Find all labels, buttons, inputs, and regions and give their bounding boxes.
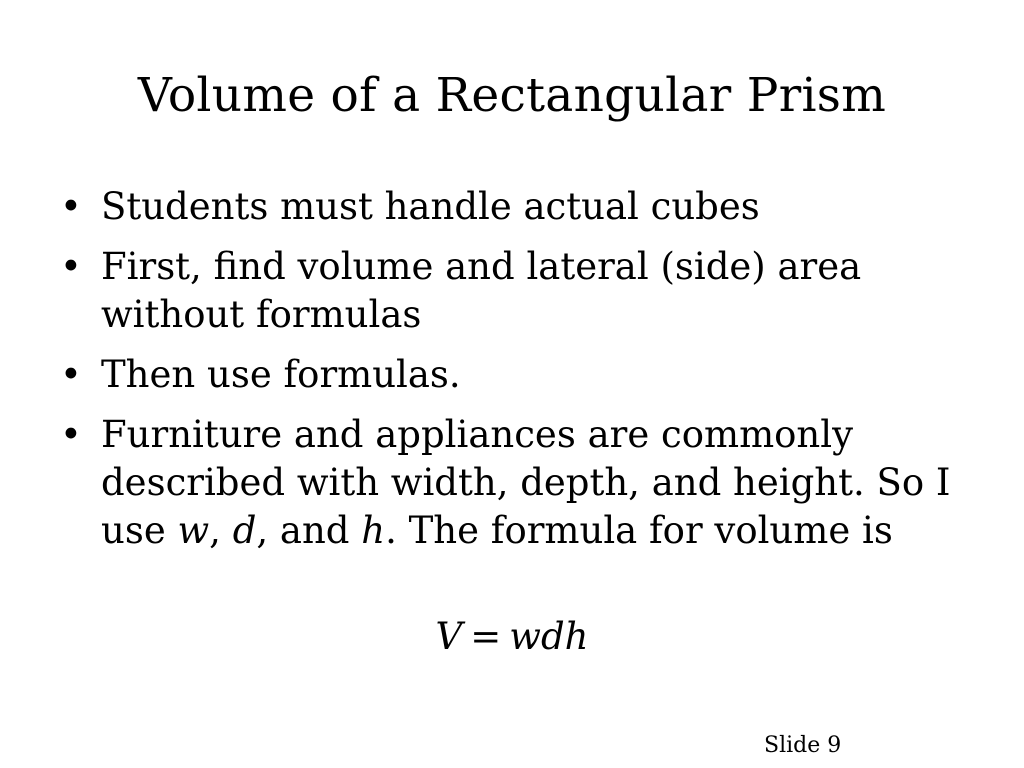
formula-rhs: wdh xyxy=(509,615,589,658)
slide-number: Slide 9 xyxy=(764,733,842,758)
math-var-d: d xyxy=(232,509,257,552)
bullet-text: Students must handle actual cubes xyxy=(101,185,760,228)
bullet-item-4 xyxy=(60,411,960,555)
bullet-marker: • xyxy=(60,413,82,456)
formula-equals: = xyxy=(470,615,502,658)
volume-formula xyxy=(0,613,1024,661)
slide-title: Volume of a Rectangular Prism xyxy=(137,68,887,123)
bullet-text-part1: Furniture and appliances are commonly described with width, depth, and height. So I use xyxy=(101,413,951,552)
bullet-text-part2: . The formula for volume is xyxy=(385,509,893,552)
bullet-marker: • xyxy=(60,185,82,228)
bullet-text: Then use formulas. xyxy=(101,353,461,396)
bullet-item-2 xyxy=(60,243,960,339)
bullet-list xyxy=(60,183,960,567)
formula-lhs: V xyxy=(435,615,463,658)
bullet-marker: • xyxy=(60,245,82,288)
math-var-h: h xyxy=(361,509,386,552)
bullet-text: First, find volume and lateral (side) area without formulas xyxy=(101,245,862,336)
bullet-item-3 xyxy=(60,351,960,399)
bullet-item-1 xyxy=(60,183,960,231)
bullet-marker: • xyxy=(60,353,82,396)
bullet-text-sep2: , and xyxy=(256,509,362,552)
bullet-text-sep1: , xyxy=(209,509,233,552)
math-var-w: w xyxy=(177,509,210,552)
